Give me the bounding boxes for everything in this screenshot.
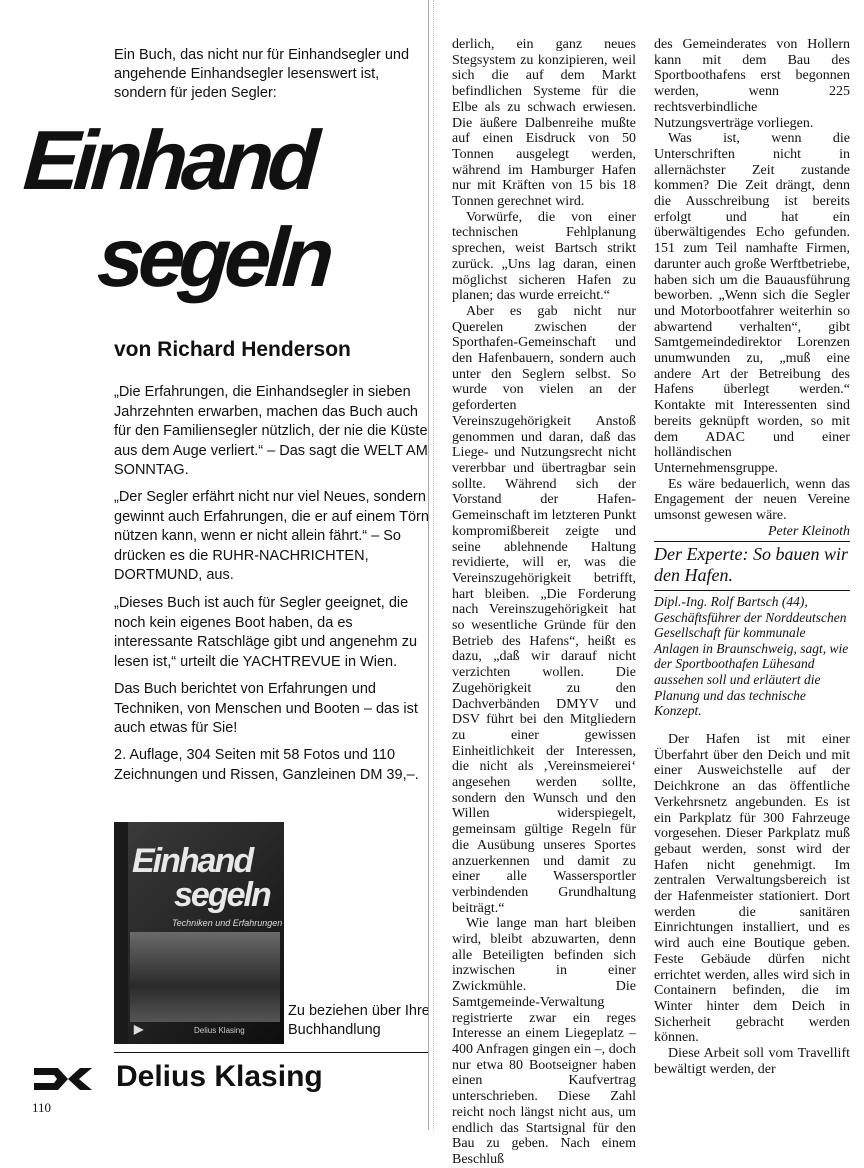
ad-pitch: Das Buch berichtet von Erfahrungen und Techniken, von Menschen und Booten – das ist auch etwas für Sie! [114, 681, 418, 737]
paragraph: Was ist, wenn die Unterschriften nicht in allernächster Zeit zustande kommen? Die Zeit drängt, denn die Ausschreibung ist bereits erfolgt und hat ein überwältigendes Echo gefunden. 151 zum Teil namhafte Firmen, darunter auch große Werftbetriebe, haben sich um die Bauausführung beworben. „Wenn sich die Segler und Motorbootfahrer weiterhin so abwartend verhalten“, gibt Samtgemeindedirektor Lorenzen unumwunden zu, „muß eine andere Art der Betreibung des Hafens überlegt werden.“ Kontakte mit Interessenten sind bereits geknüpft worden, so mit dem ADAC und einer holländischen Unternehmensgruppe. [654, 131, 850, 476]
paragraph: Wie lange man hart bleiben wird, bleibt abzuwarten, denn alle Beteiligten befinden sich inzwischen in einer Zwickmühle. Die Samtgemeinde-Verwaltung registrierte zwar ein reges Interesse an einem Liegeplatz – 400 Anfragen gingen ein –, doch nur etwa 80 Bootseigner haben einen Kaufvertrag unterschrieben. Diese Zahl reicht noch längst nicht aus, um endlich das Startsignal für den Bau zu geben. Nach einem Beschluß [452, 916, 636, 1167]
ad-quote-welt: „Die Erfahrungen, die Einhandsegler in sieben Jahrzehnten erwarben, machen das Buch auch für den Familiensegler nützlich, der nie die Küste aus dem Auge verliert.“ – Das sagt die WELT AM SONNTAG. [114, 384, 428, 479]
expert-box-heading: Der Experte: So bauen wir den Hafen. [654, 544, 848, 585]
book-cover-subtitle: Techniken und Erfahrungen [172, 918, 283, 928]
book-cover-title-line1: Einhand [132, 842, 253, 880]
author-signature: Peter Kleinoth [767, 523, 850, 539]
paragraph: des Gemeinderates von Hollern kann mit dem Bau des Sportboothafens erst begonnen werden, wenn 225 rechtsverbindliche Nutzungsverträge vorliegen. [654, 37, 850, 131]
ad-intro: Ein Buch, das nicht nur für Einhandsegler und angehende Einhandsegler lesenswert ist, sondern für jeden Segler: [114, 47, 410, 101]
book-cover-dk-logo-icon: ▶ [134, 1022, 144, 1036]
sailboat-photo [130, 932, 280, 1022]
page-gutter [428, 0, 429, 1130]
paragraph: Diese Arbeit soll vom Travellift bewältigt werden, der [654, 1046, 850, 1077]
paragraph: derlich, ein ganz neues Stegsystem zu konzipieren, weil sich die auf dem Markt befindlichen Systeme für die Elbe als zu schwach erwiesen. Die äußere Dalbenreihe mußte auf einen Eisdruck von 50 Tonnen ausgelegt werden, während im Hamburger Hafen nur mit Kräften von 15 bis 18 Tonnen gerechnet wird. [452, 37, 636, 210]
publisher-name: Delius Klasing [116, 1060, 323, 1093]
article-column-2-upper [654, 37, 850, 540]
order-note: Zu beziehen über Ihre Buchhandlung [288, 1003, 430, 1038]
book-cover-image [114, 822, 284, 1044]
expert-box-lead: Dipl.-Ing. Rolf Bartsch (44), Geschäftsführer der Norddeutschen Gesellschaft für kommunale Anlagen in Braunschweig, sagt, wie der Sportboothafen Lühesand aussehen soll und erläutert die Planung und das technische Konzept. [654, 594, 849, 719]
article-column-1 [452, 37, 636, 1168]
ad-author: von Richard Henderson [114, 338, 351, 361]
page-number: 110 [32, 1100, 52, 1115]
book-spine [114, 822, 128, 1044]
paragraph: Der Hafen ist mit einer Überfahrt über den Deich und mit einer Ausweichstelle auf der Deichkrone an das öffentliche Verkehrsnetz angebunden. Es ist ein Parkplatz für 300 Fahrzeuge vorgesehen. Dieser Parkplatz muß gebaut werden, sonst wird der Hafen nicht genehmigt. Im zentralen Verwaltungsbereich ist der Hafenmeister stationiert. Dort werden die sanitären Einrichtungen installiert, und es wird auch eine Boutique geben. Feste Gebäude dürfen nicht errichtet werden, alles wird sich in Containern befinden, die im Winter hinter dem Deich in Sicherheit gebracht werden können. [654, 732, 850, 1046]
book-cover-publisher: Delius Klasing [194, 1026, 245, 1035]
article-column-2-lower [654, 732, 850, 1077]
ad-edition-info: 2. Auflage, 304 Seiten mit 58 Fotos und 110 Zeichnungen und Rissen, Ganzleinen DM 39,–. [114, 747, 419, 783]
paragraph [654, 476, 850, 539]
book-cover-title-line2: segeln [174, 876, 270, 914]
divider-rule [114, 1052, 428, 1053]
page-gutter-shadow [433, 0, 434, 1130]
expert-box [654, 541, 850, 719]
ad-quote-yachtrevue: „Dieses Buch ist auch für Segler geeignet, die noch kein eigenes Boot haben, da es interessante Ratschläge gibt und angenehm zu lesen ist,“ urteilt die YACHTREVUE in Wien. [114, 595, 418, 670]
ad-title-line1: Einhand [20, 113, 317, 207]
paragraph: Vorwürfe, die von einer technischen Fehlplanung sprechen, weist Bartsch strikt zurück. „Uns lag daran, einen möglichst sicheren Hafen zu planen; das wurde erreicht.“ [452, 209, 636, 304]
delius-klasing-logo-icon [34, 1066, 94, 1092]
paragraph-text: Es wäre bedauerlich, wenn das Engagement der neuen Vereine umsonst gewesen wäre. [654, 476, 850, 524]
ad-quote-ruhr: „Der Segler erfährt nicht nur viel Neues, sondern gewinnt auch Erfahrungen, die er auf einem Törn nützen kann, wenn er nicht allein fährt.“ – So drücken es die RUHR-NACHRICHTEN, DORTMUND, aus. [114, 489, 429, 584]
book-advertisement [20, 0, 434, 1130]
paragraph: Aber es gab nicht nur Querelen zwischen der Sporthafen-Gemeinschaft und den Hafenbauern, sondern auch unter den Seglern selbst. So wurde von vielen an der geforderten Vereinszugehörigkeit Anstoß genommen und daran, daß das Liege- und Nutzungsrecht nicht vererbbar und übertragbar sein sollte. Während sich der Vorstand der Hafen-Gemeinschaft im letzteren Punkt kompromißbereit zeigte und seine ablehnende Haltung revidierte, will er, was die Vereinszugehörigkeit betrifft, hart bleiben. „Die Forderung nach Vereinszugehörigkeit hat so wesentliche Gründe für den Betrieb des Hafens“, heißt es dazu, „daß wir darauf nicht verzichten wollen. Die Zugehörigkeit zu den Dachverbänden DMYV und DSV führt bei den Mitgliedern zu einer gewissen Einheitlichkeit der Interessen, die nicht als ,Vereinsmeierei‘ angesehen werden sollte, sondern den Wunsch und den Willen widerspiegelt, gemeinsam gültige Regeln für die Ausübung unseres Sportes anzuerkennen und damit zu einer alle Wassersportler verbindenden Grundhaltung beiträgt.“ [452, 303, 636, 916]
ad-title-line2: segeln [94, 210, 332, 304]
